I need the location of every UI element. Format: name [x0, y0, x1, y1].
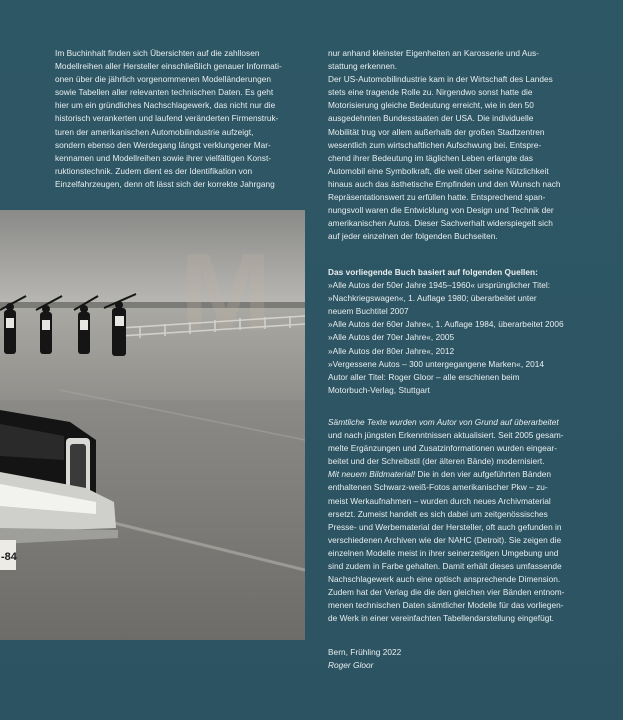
text-line: Repräsentationswert zu erfüllen hatte. Entsprechend span- [328, 192, 546, 203]
left-text-column [55, 47, 307, 191]
text-line: nur anhand kleinster Eigenheiten an Karosserie und Aus- [328, 48, 539, 58]
text-line: Mobilität trug vor allem außerhalb der großen Stadtzentren [328, 126, 545, 137]
credit-line: menen technischen Daten sämtlicher Modelle für das vorliegen- [328, 600, 564, 611]
credit-line: melte Ergänzungen und Zusatzinformationen wurden eingear- [328, 443, 557, 454]
svg-text:M: M [180, 231, 272, 354]
text-line: turen der amerikanischen Automobilindustrie aufzeigt, [55, 126, 254, 137]
text-line: Der US-Automobilindustrie kam in der Wirtschaft des Landes [328, 74, 553, 85]
text-line: Einzelfahrzeugen, denn oft lässt sich der korrekte Jahrgang [55, 178, 275, 189]
text-line: sondern ebenso den Werdegang längst verklungener Mar- [55, 139, 271, 150]
credit-line: enthaltenen Schwarz-weiß-Fotos amerikanischer Pkw – zu- [328, 482, 548, 493]
text-line: ausgedehnten Bundesstaaten der USA. Die individuelle [328, 113, 534, 124]
place-date: Bern, Frühling 2022 [328, 647, 402, 657]
credit-line: Zudem hat der Verlag die die den gleichen vier Bänden entnom- [328, 587, 565, 598]
text-line: Modellreihen aller Hersteller einschließlich genauer Informati- [55, 61, 282, 72]
text-line: Im Buchinhalt finden sich Übersichten auf die zahllosen [55, 48, 260, 58]
text-line: wesentlich zum wirtschaftlichen Aufschwung bei. Entspre- [328, 139, 542, 150]
source-line: Autor aller Titel: Roger Gloor – alle erschienen beim [328, 371, 520, 382]
credit-line: meist Werkaufnahmen – wurden durch neues Archivmaterial [328, 495, 551, 506]
text-line: amerikanischen Autos. Dieser Sachverhalt widerspiegelt sich [328, 218, 553, 229]
source-line: Motorbuch-Verlag, Stuttgart [328, 384, 430, 395]
text-line: hier um ein gründliches Nachschlagewerk, das nicht nur die [55, 100, 276, 111]
source-line: neuem Buchtitel 2007 [328, 306, 409, 317]
text-line: auf jeder einzelnen der folgenden Buchseiten. [328, 231, 498, 242]
source-line: »Vergessene Autos – 300 untergegangene Marken«, 2014 [328, 358, 545, 369]
text-line: stets eine tragende Rolle zu. Nirgendwo sonst hatte die [328, 87, 533, 98]
text-line: kennamen und Modellreihen sowie ihrer vielfältigen Konst- [55, 152, 272, 163]
signature-block [328, 646, 580, 672]
text-line: sowie Tabellen aller relevanten technischen Daten. Es geht [55, 87, 274, 98]
source-line: »Alle Autos der 70er Jahre«, 2005 [328, 332, 455, 343]
text-line: onen über die jährlich vorgenommenen Modelländerungen [55, 74, 272, 85]
text-line: hinaus auch das ästhetische Empfinden und den Wunsch nach [328, 178, 561, 189]
credit-line: sind zudem in Farbe gehalten. Damit erhält dieses umfassende [328, 561, 562, 572]
credit-line: verschiedenen Archiven wie der NAHC (Detroit). Sie zeigen die [328, 534, 562, 545]
sources-section [328, 266, 580, 397]
text-line: nungsvoll waren die Entwicklung von Design und Technik der [328, 205, 554, 216]
vintage-parade-photo [0, 210, 305, 640]
source-line: »Alle Autos der 80er Jahre«, 2012 [328, 345, 455, 356]
credit-line: beitet und der Schreibstil (der älteren Bände) modernisiert. [328, 456, 545, 467]
text-line: Automobil eine Symbolkraft, die weit über seine Nützlichkeit [328, 165, 549, 176]
source-line: »Alle Autos der 60er Jahre«, 1. Auflage 1984, überarbeitet 2006 [328, 319, 564, 330]
credit-line: de Werk in einer vereinfachten Tabellendarstellung eingefügt. [328, 613, 554, 624]
author-name: Roger Gloor [328, 660, 374, 671]
text-line: Motorisierung gleiche Bedeutung erreicht, wie in den 50 [328, 100, 534, 111]
right-text-column [328, 47, 580, 243]
credit-line: und nach jüngsten Erkenntnissen aktualisiert. Seit 2005 gesam- [328, 430, 564, 441]
source-line: »Nachkriegswagen«, 1. Auflage 1980; überarbeitet unter [328, 293, 537, 304]
credit-line: einzelnen Modelle meist in ihrer seinerzeitigen Umgebung und [328, 547, 559, 558]
text-line: ruktionstechnik. Zudem dient es der Identifikation von [55, 165, 253, 176]
credits-section [328, 416, 580, 626]
text-line: historisch verankerten und laufend veränderten Firmenstruk- [55, 113, 279, 124]
credit-line: Nachschlagewerk auch eine optisch ansprechende Dimension. [328, 574, 561, 585]
sources-heading: Das vorliegende Buch basiert auf folgenden Quellen: [328, 267, 538, 277]
credit-line: Presse- und Werbematerial der Hersteller, oft auch gefunden in [328, 521, 562, 532]
credit-line: Mit neuem Bildmaterial! Die in den vier aufgeführten Bänden [328, 469, 552, 480]
license-plate-text: -84 [1, 551, 17, 563]
credit-line: ersetzt. Zumeist handelt es sich dabei um zeitgenössisches [328, 508, 548, 519]
text-line: chend ihrer Bedeutung im täglichen Leben erlangte das [328, 152, 533, 163]
credit-line: Sämtliche Texte wurden vom Autor von Grund auf überarbeitet [328, 417, 559, 427]
text-line: stattung erkennen. [328, 61, 398, 72]
source-line: »Alle Autos der 50er Jahre 1945–1960« ursprünglicher Titel: [328, 280, 551, 291]
